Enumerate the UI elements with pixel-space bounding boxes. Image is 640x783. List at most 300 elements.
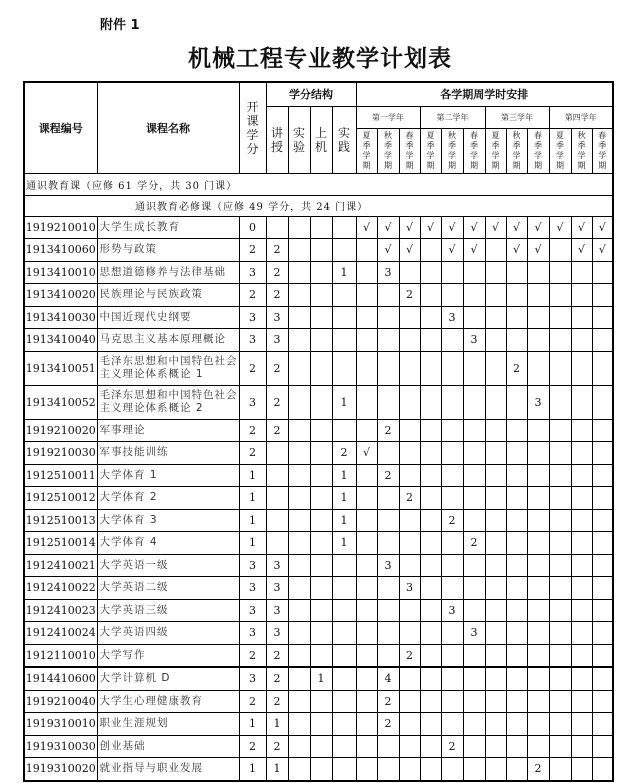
credit-structure-cell xyxy=(332,758,356,781)
course-credits: 1 xyxy=(239,758,266,781)
term-hours-cell xyxy=(420,487,441,510)
credit-structure-cell xyxy=(332,239,356,262)
credit-structure-cell xyxy=(310,509,332,532)
header-structure-char: 讲 xyxy=(270,125,283,140)
term-hours-cell xyxy=(527,735,549,758)
header-term-char: 期 xyxy=(598,160,607,170)
term-hours-cell xyxy=(549,554,571,577)
credit-structure-cell xyxy=(288,306,310,329)
term-hours-cell xyxy=(420,284,441,307)
header-term-char: 学 xyxy=(491,150,500,160)
credit-structure-cell xyxy=(332,577,356,600)
term-hours-cell xyxy=(463,306,485,329)
table-row xyxy=(24,419,613,442)
header-term-char: 学 xyxy=(577,150,586,160)
credit-structure-cell xyxy=(288,419,310,442)
term-hours-cell xyxy=(485,442,506,465)
credit-structure-cell: 3 xyxy=(266,577,288,600)
term-hours-cell: 3 xyxy=(527,385,549,419)
table-row xyxy=(24,735,613,758)
credit-structure-cell xyxy=(332,216,356,239)
credit-structure-cell xyxy=(332,690,356,713)
term-hours-cell xyxy=(571,667,592,690)
term-hours-cell xyxy=(399,667,420,690)
term-hours-cell xyxy=(399,509,420,532)
course-credits: 3 xyxy=(239,599,266,622)
term-hours-cell xyxy=(420,442,441,465)
course-name: 军事理论 xyxy=(97,419,239,442)
term-hours-cell: √ xyxy=(441,216,463,239)
term-hours-cell xyxy=(356,713,377,736)
term-hours-cell: 3 xyxy=(377,261,399,284)
term-hours-cell xyxy=(356,306,377,329)
course-code: 1913410040 xyxy=(24,329,97,352)
term-hours-cell: √ xyxy=(527,239,549,262)
term-hours-cell xyxy=(549,329,571,352)
course-name: 大学生成长教育 xyxy=(97,216,239,239)
course-name: 马克思主义基本原理概论 xyxy=(97,329,239,352)
term-hours-cell xyxy=(356,622,377,645)
header-year: 第三学年 xyxy=(485,106,549,128)
term-hours-cell xyxy=(463,713,485,736)
course-code: 1913410020 xyxy=(24,284,97,307)
term-hours-cell xyxy=(463,487,485,510)
header-term-char: 期 xyxy=(426,160,435,170)
term-hours-cell: √ xyxy=(592,216,613,239)
credit-structure-cell xyxy=(310,464,332,487)
credit-structure-cell xyxy=(310,487,332,510)
subsection-required-courses: 通识教育必修课（应修 49 学分，共 24 门课） xyxy=(24,195,613,216)
term-hours-cell xyxy=(506,487,527,510)
header-year: 第二学年 xyxy=(420,106,485,128)
credit-structure-cell xyxy=(310,329,332,352)
term-hours-cell xyxy=(463,735,485,758)
header-structure-col xyxy=(288,106,310,173)
term-hours-cell: √ xyxy=(463,216,485,239)
credit-structure-cell xyxy=(288,758,310,781)
table-row xyxy=(24,351,613,385)
term-hours-cell xyxy=(485,713,506,736)
term-hours-cell xyxy=(571,329,592,352)
term-hours-cell xyxy=(527,690,549,713)
course-credits: 3 xyxy=(239,385,266,419)
credit-structure-cell xyxy=(310,532,332,555)
header-term-char: 学 xyxy=(556,150,564,160)
credit-structure-cell: 2 xyxy=(266,690,288,713)
term-hours-cell xyxy=(399,351,420,385)
course-credits: 0 xyxy=(239,216,266,239)
credit-structure-cell: 1 xyxy=(332,261,356,284)
term-hours-cell: 3 xyxy=(441,599,463,622)
credit-structure-cell xyxy=(288,622,310,645)
term-hours-cell: √ xyxy=(399,239,420,262)
credit-structure-cell xyxy=(288,487,310,510)
term-hours-cell xyxy=(485,509,506,532)
header-term-char: 春 xyxy=(470,130,478,140)
term-hours-cell xyxy=(592,442,613,465)
header-term-char: 春 xyxy=(405,130,414,140)
credit-structure-cell xyxy=(288,554,310,577)
term-hours-cell: √ xyxy=(377,216,399,239)
term-hours-cell xyxy=(592,644,613,667)
term-hours-cell xyxy=(571,261,592,284)
term-hours-cell xyxy=(420,554,441,577)
header-term-char: 季 xyxy=(448,140,456,150)
term-hours-cell xyxy=(592,758,613,781)
term-hours-cell xyxy=(485,599,506,622)
credit-structure-cell: 2 xyxy=(266,735,288,758)
term-hours-cell xyxy=(506,599,527,622)
term-hours-cell xyxy=(441,487,463,510)
credit-structure-cell xyxy=(332,599,356,622)
header-credits-char: 分 xyxy=(246,141,259,156)
term-hours-cell xyxy=(377,284,399,307)
term-hours-cell xyxy=(463,261,485,284)
term-hours-cell xyxy=(485,419,506,442)
term-hours-cell xyxy=(506,442,527,465)
term-hours-cell xyxy=(571,690,592,713)
header-schedule: 各学期周学时安排 xyxy=(356,82,613,106)
term-hours-cell xyxy=(441,419,463,442)
header-term xyxy=(377,128,399,173)
term-hours-cell xyxy=(592,261,613,284)
credit-structure-cell xyxy=(310,758,332,781)
term-hours-cell xyxy=(356,239,377,262)
term-hours-cell: 2 xyxy=(441,735,463,758)
term-hours-cell xyxy=(485,351,506,385)
term-hours-cell xyxy=(506,284,527,307)
term-hours-cell xyxy=(485,758,506,781)
term-hours-cell: √ xyxy=(420,216,441,239)
term-hours-cell xyxy=(485,622,506,645)
term-hours-cell xyxy=(485,577,506,600)
course-code: 1919210040 xyxy=(24,690,97,713)
term-hours-cell xyxy=(377,644,399,667)
term-hours-cell xyxy=(527,644,549,667)
course-code: 1912410022 xyxy=(24,577,97,600)
term-hours-cell xyxy=(549,667,571,690)
credit-structure-cell: 1 xyxy=(332,487,356,510)
term-hours-cell xyxy=(592,622,613,645)
term-hours-cell: 2 xyxy=(399,284,420,307)
credit-structure-cell xyxy=(288,284,310,307)
course-code: 1919210020 xyxy=(24,419,97,442)
header-structure-col xyxy=(266,106,288,173)
credit-structure-cell xyxy=(310,599,332,622)
course-credits: 2 xyxy=(239,690,266,713)
header-structure-col xyxy=(332,106,356,173)
term-hours-cell xyxy=(549,487,571,510)
term-hours-cell: 2 xyxy=(377,713,399,736)
course-name: 中国近现代史纲要 xyxy=(97,306,239,329)
course-credits: 2 xyxy=(239,239,266,262)
credit-structure-cell xyxy=(288,667,310,690)
course-code: 1919310030 xyxy=(24,735,97,758)
term-hours-cell xyxy=(377,532,399,555)
term-hours-cell xyxy=(549,622,571,645)
credit-structure-cell xyxy=(332,419,356,442)
credit-structure-cell xyxy=(288,735,310,758)
header-term-char: 夏 xyxy=(362,130,371,140)
credit-structure-cell xyxy=(332,554,356,577)
term-hours-cell xyxy=(506,690,527,713)
credit-structure-cell: 2 xyxy=(266,351,288,385)
term-hours-cell xyxy=(420,622,441,645)
term-hours-cell: 2 xyxy=(399,644,420,667)
header-structure-char: 实 xyxy=(337,125,350,140)
term-hours-cell xyxy=(420,464,441,487)
term-hours-cell xyxy=(485,306,506,329)
term-hours-cell xyxy=(377,385,399,419)
credit-structure-cell xyxy=(332,284,356,307)
credit-structure-cell xyxy=(310,419,332,442)
term-hours-cell xyxy=(441,261,463,284)
term-hours-cell xyxy=(356,577,377,600)
header-term-char: 期 xyxy=(405,160,414,170)
term-hours-cell: 3 xyxy=(399,577,420,600)
term-hours-cell xyxy=(506,735,527,758)
term-hours-cell xyxy=(399,622,420,645)
term-hours-cell xyxy=(549,385,571,419)
term-hours-cell xyxy=(420,239,441,262)
header-term-char: 学 xyxy=(598,150,607,160)
term-hours-cell xyxy=(527,577,549,600)
term-hours-cell xyxy=(549,644,571,667)
credit-structure-cell: 2 xyxy=(266,667,288,690)
term-hours-cell xyxy=(527,599,549,622)
credit-structure-cell xyxy=(266,532,288,555)
course-name: 大学英语三级 xyxy=(97,599,239,622)
header-term xyxy=(592,128,613,173)
term-hours-cell: 2 xyxy=(441,509,463,532)
header-credits-char: 学 xyxy=(246,127,259,142)
term-hours-cell xyxy=(399,735,420,758)
credit-structure-cell: 1 xyxy=(310,667,332,690)
credit-structure-cell: 1 xyxy=(266,713,288,736)
credit-structure-cell xyxy=(266,216,288,239)
term-hours-cell xyxy=(441,351,463,385)
term-hours-cell: √ xyxy=(485,216,506,239)
credit-structure-cell xyxy=(266,487,288,510)
term-hours-cell xyxy=(485,464,506,487)
term-hours-cell xyxy=(485,532,506,555)
term-hours-cell xyxy=(592,509,613,532)
course-credits: 3 xyxy=(239,622,266,645)
term-hours-cell xyxy=(549,758,571,781)
term-hours-cell: √ xyxy=(592,239,613,262)
credit-structure-cell: 2 xyxy=(332,442,356,465)
credit-structure-cell xyxy=(310,306,332,329)
term-hours-cell xyxy=(506,713,527,736)
term-hours-cell xyxy=(420,577,441,600)
term-hours-cell xyxy=(571,577,592,600)
term-hours-cell xyxy=(485,329,506,352)
header-term xyxy=(485,128,506,173)
term-hours-cell: 2 xyxy=(377,690,399,713)
header-term-char: 期 xyxy=(470,160,478,170)
term-hours-cell xyxy=(485,735,506,758)
term-hours-cell xyxy=(377,487,399,510)
term-hours-cell xyxy=(527,284,549,307)
term-hours-cell xyxy=(485,284,506,307)
term-hours-cell xyxy=(592,487,613,510)
credit-structure-cell xyxy=(310,351,332,385)
course-credits: 2 xyxy=(239,644,266,667)
term-hours-cell xyxy=(571,351,592,385)
term-hours-cell xyxy=(441,690,463,713)
term-hours-cell xyxy=(377,735,399,758)
course-code: 1913410052 xyxy=(24,385,97,419)
credit-structure-cell: 1 xyxy=(332,509,356,532)
header-term-char: 期 xyxy=(556,160,564,170)
term-hours-cell xyxy=(420,599,441,622)
credit-structure-cell xyxy=(288,329,310,352)
term-hours-cell xyxy=(463,644,485,667)
course-credits: 3 xyxy=(239,261,266,284)
header-term-char: 学 xyxy=(384,150,392,160)
course-credits: 1 xyxy=(239,464,266,487)
term-hours-cell xyxy=(399,690,420,713)
term-hours-cell: 2 xyxy=(506,351,527,385)
term-hours-cell xyxy=(549,239,571,262)
term-hours-cell: √ xyxy=(527,216,549,239)
course-code: 1912410023 xyxy=(24,599,97,622)
course-code: 1914410600 xyxy=(24,667,97,690)
course-code: 1912510012 xyxy=(24,487,97,510)
term-hours-cell xyxy=(399,442,420,465)
term-hours-cell xyxy=(592,329,613,352)
credit-structure-cell xyxy=(310,622,332,645)
course-credits: 3 xyxy=(239,667,266,690)
table-row xyxy=(24,758,613,781)
header-term xyxy=(571,128,592,173)
credit-structure-cell xyxy=(332,713,356,736)
term-hours-cell xyxy=(441,644,463,667)
header-term-char: 期 xyxy=(362,160,371,170)
table-row xyxy=(24,329,613,352)
term-hours-cell xyxy=(571,554,592,577)
course-code: 1912510011 xyxy=(24,464,97,487)
attachment-label: 附件 1 xyxy=(100,18,140,33)
term-hours-cell xyxy=(356,644,377,667)
credit-structure-cell xyxy=(332,735,356,758)
term-hours-cell xyxy=(420,735,441,758)
course-name: 大学体育 2 xyxy=(97,487,239,510)
term-hours-cell xyxy=(356,419,377,442)
credit-structure-cell xyxy=(310,216,332,239)
course-code: 1919210030 xyxy=(24,442,97,465)
term-hours-cell xyxy=(592,667,613,690)
term-hours-cell xyxy=(399,464,420,487)
term-hours-cell xyxy=(399,329,420,352)
term-hours-cell: √ xyxy=(463,239,485,262)
course-name: 民族理论与民族政策 xyxy=(97,284,239,307)
term-hours-cell xyxy=(377,351,399,385)
header-term xyxy=(463,128,485,173)
term-hours-cell xyxy=(463,284,485,307)
table-row xyxy=(24,385,613,419)
credit-structure-cell xyxy=(288,351,310,385)
credit-structure-cell xyxy=(332,667,356,690)
credit-structure-cell xyxy=(310,644,332,667)
credit-structure-cell: 2 xyxy=(266,261,288,284)
term-hours-cell xyxy=(592,690,613,713)
credit-structure-cell: 3 xyxy=(266,622,288,645)
header-term xyxy=(356,128,377,173)
term-hours-cell xyxy=(592,713,613,736)
header-term-char: 期 xyxy=(448,160,456,170)
header-term-char: 季 xyxy=(384,140,392,150)
term-hours-cell xyxy=(592,599,613,622)
term-hours-cell xyxy=(463,577,485,600)
term-hours-cell xyxy=(420,758,441,781)
credit-structure-cell: 1 xyxy=(332,532,356,555)
course-credits: 2 xyxy=(239,442,266,465)
term-hours-cell xyxy=(506,329,527,352)
credit-structure-cell xyxy=(288,532,310,555)
header-term-char: 学 xyxy=(512,150,521,160)
term-hours-cell xyxy=(571,532,592,555)
term-hours-cell xyxy=(527,306,549,329)
term-hours-cell: 3 xyxy=(463,622,485,645)
term-hours-cell xyxy=(485,554,506,577)
term-hours-cell: 2 xyxy=(463,532,485,555)
term-hours-cell xyxy=(399,532,420,555)
credit-structure-cell: 3 xyxy=(266,306,288,329)
course-credits: 3 xyxy=(239,554,266,577)
course-credits: 2 xyxy=(239,284,266,307)
term-hours-cell xyxy=(485,690,506,713)
credit-structure-cell: 3 xyxy=(266,599,288,622)
credit-structure-cell xyxy=(288,464,310,487)
course-code: 1919310010 xyxy=(24,713,97,736)
table-row xyxy=(24,464,613,487)
term-hours-cell xyxy=(571,599,592,622)
term-hours-cell xyxy=(441,385,463,419)
header-term-char: 春 xyxy=(534,130,542,140)
credit-structure-cell xyxy=(310,713,332,736)
term-hours-cell xyxy=(441,442,463,465)
term-hours-cell xyxy=(571,385,592,419)
term-hours-cell: 4 xyxy=(377,667,399,690)
header-credits-char: 开 xyxy=(246,99,259,114)
term-hours-cell xyxy=(463,554,485,577)
term-hours-cell: 2 xyxy=(377,419,399,442)
course-credits: 1 xyxy=(239,487,266,510)
term-hours-cell: √ xyxy=(441,239,463,262)
term-hours-cell: √ xyxy=(356,216,377,239)
term-hours-cell xyxy=(399,713,420,736)
credit-structure-cell xyxy=(332,644,356,667)
course-code: 1919210010 xyxy=(24,216,97,239)
credit-structure-cell xyxy=(266,442,288,465)
term-hours-cell: √ xyxy=(506,239,527,262)
term-hours-cell xyxy=(420,385,441,419)
term-hours-cell xyxy=(506,644,527,667)
term-hours-cell xyxy=(592,419,613,442)
term-hours-cell xyxy=(506,577,527,600)
term-hours-cell xyxy=(506,306,527,329)
term-hours-cell: √ xyxy=(571,216,592,239)
header-year: 第四学年 xyxy=(549,106,613,128)
term-hours-cell xyxy=(527,532,549,555)
credit-structure-cell: 3 xyxy=(266,329,288,352)
header-credits xyxy=(239,82,266,173)
term-hours-cell: 3 xyxy=(441,306,463,329)
term-hours-cell xyxy=(356,758,377,781)
term-hours-cell xyxy=(463,464,485,487)
course-credits: 2 xyxy=(239,419,266,442)
